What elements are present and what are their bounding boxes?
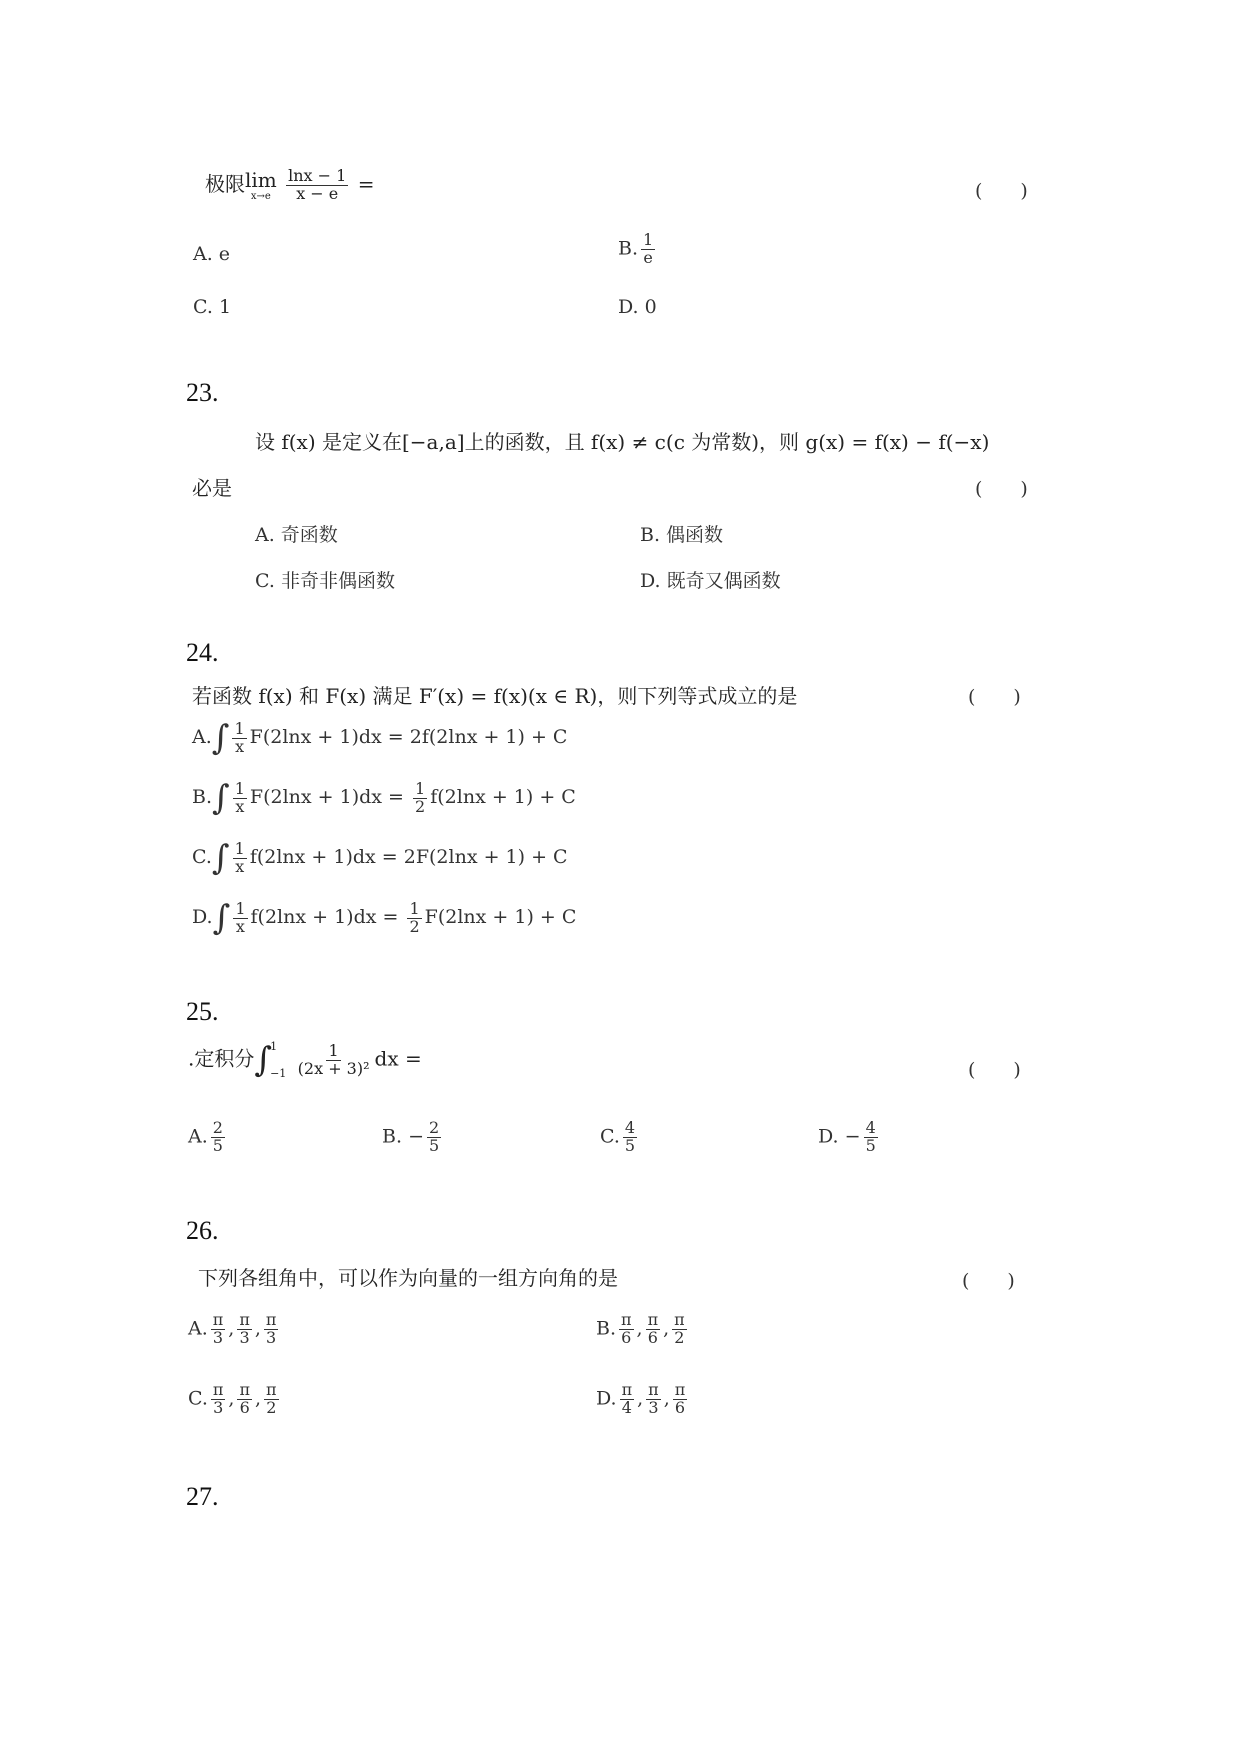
- q26-option-c: C. $\frac{\pi}{3}$ , $\frac{\pi}{6}$ , $\frac{\pi}{2}$: [188, 1380, 277, 1417]
- q26-number: 26.: [186, 1216, 219, 1245]
- integral-sign: ∫: [212, 778, 230, 818]
- q24-option-b: B.∫ $\frac{1}{x}$ F(2lnx + 1)dx = $\frac{1}{2}$ f(2lnx + 1) + C: [192, 778, 576, 818]
- q27-number: 27.: [186, 1482, 219, 1511]
- q23-option-b: B. 偶函数: [640, 524, 724, 546]
- q25-answer-paren: ( ): [968, 1059, 1021, 1081]
- q22-answer-paren: ( ): [975, 180, 1028, 202]
- q23-stem-line1: 设 f(x) 是定义在[−a,a]上的函数，且 f(x) ≠ c(c 为常数)，则 g(x) = f(x) − f(−x): [255, 430, 990, 454]
- q26-option-b: B. $\frac{\pi}{6}$ , $\frac{\pi}{6}$ , $\frac{\pi}{2}$: [596, 1310, 685, 1347]
- q23-number: 23.: [186, 378, 219, 407]
- q22-fraction: $\frac{\ln x - 1}{x - e}$: [288, 166, 347, 203]
- q25-option-a: A. $\frac{2}{5}$: [188, 1118, 223, 1155]
- q22-stem: 极限 lim x→e $\frac{\ln x - 1}{x - e}$ =: [205, 166, 375, 203]
- q23-stem-line2: 必是: [192, 476, 232, 500]
- q23-option-c: C. 非奇非偶函数: [255, 570, 395, 592]
- integral-sign: ∫: [254, 1040, 273, 1080]
- q22-option-d: D. 0: [618, 296, 657, 318]
- q22-option-a: A. e: [193, 243, 231, 265]
- q25-stem: .定积分∫ 1 −1 $\frac{1}{\text{(2x + 3)²}}$ dx =: [188, 1040, 422, 1080]
- q26-answer-paren: ( ): [962, 1270, 1015, 1292]
- q25-number: 25.: [186, 997, 219, 1026]
- q23-option-a: A. 奇函数: [255, 524, 338, 546]
- q22-option-c: C. 1: [193, 296, 232, 318]
- q22-option-b: B. $\frac{1}{e}$: [618, 230, 654, 267]
- q24-option-a: A.∫ $\frac{1}{x}$ F(2lnx + 1)dx = 2f(2lnx + 1) + C: [192, 718, 568, 758]
- q24-number: 24.: [186, 638, 219, 667]
- q25-option-c: C. $\frac{4}{5}$: [600, 1118, 636, 1155]
- q24-option-c: C.∫ $\frac{1}{x}$ f(2lnx + 1)dx = 2F(2lnx + 1) + C: [192, 838, 568, 878]
- q24-option-d: D.∫ $\frac{1}{x}$ f(2lnx + 1)dx = $\frac{1}{2}$ F(2lnx + 1) + C: [192, 898, 577, 938]
- q25-option-d: D. − $\frac{4}{5}$: [818, 1118, 876, 1155]
- q23-answer-paren: ( ): [975, 478, 1028, 500]
- q24-answer-paren: ( ): [968, 686, 1021, 708]
- integral-sign: ∫: [212, 898, 231, 938]
- q24-stem: 若函数 f(x) 和 F(x) 满足 F′(x) = f(x)(x ∈ R)，则下列等式成立的是: [192, 684, 798, 708]
- integral-sign: ∫: [211, 718, 230, 758]
- q26-option-d: D. $\frac{\pi}{4}$ , $\frac{\pi}{3}$ , $\frac{\pi}{6}$: [596, 1380, 686, 1417]
- q26-stem: 下列各组角中，可以作为向量的一组方向角的是: [198, 1266, 618, 1290]
- q26-option-a: A. $\frac{\pi}{3}$ , $\frac{\pi}{3}$ , $\frac{\pi}{3}$: [188, 1310, 277, 1347]
- q25-option-b: B. − $\frac{2}{5}$: [382, 1118, 440, 1155]
- q23-option-d: D. 既奇又偶函数: [640, 570, 781, 592]
- integral-sign: ∫: [211, 838, 230, 878]
